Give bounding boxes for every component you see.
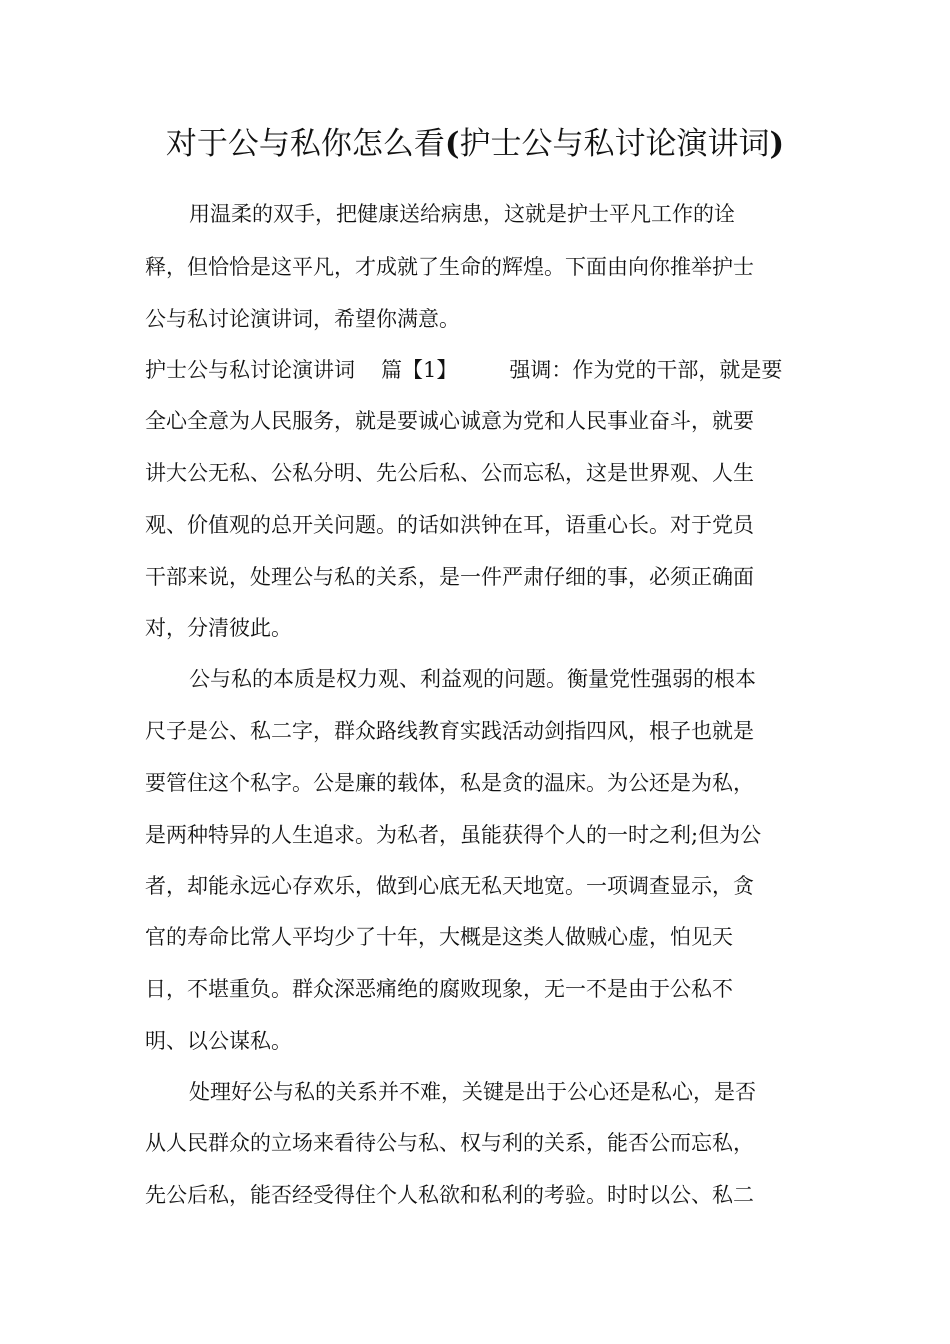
paragraph-1-line-2: 释，但恰恰是这平凡，才成就了生命的辉煌。下面由向你推举护士 [145, 255, 754, 279]
paragraph-3-line-3: 要管住这个私字。公是廉的载体，私是贪的温床。为公还是为私， [145, 771, 754, 795]
paragraph-3-line-6: 官的寿命比常人平均少了十年，大概是这类人做贼心虚，怕见天 [145, 925, 733, 949]
paragraph-2-line-1: 强调：作为党的干部，就是要 [509, 358, 783, 382]
title-prefix: 对于公与私你怎么看 [165, 126, 445, 162]
paragraph-2-line-6: 对，分清彼此。 [145, 616, 292, 640]
paragraph-1-line-1: 用温柔的双手，把健康送给病患，这就是护士平凡工作的诠 [189, 202, 735, 226]
section-number: 篇【1】 [381, 358, 458, 382]
paragraph-2-line-5: 干部来说，处理公与私的关系，是一件严肃仔细的事，必须正确面 [145, 565, 754, 589]
paragraph-4-line-3: 先公后私，能否经受得住个人私欲和私利的考验。时时以公、私二 [145, 1183, 754, 1207]
paragraph-3-line-5: 者，却能永远心存欢乐，做到心底无私天地宽。一项调查显示，贪 [145, 874, 754, 898]
paragraph-2-line-2: 全心全意为人民服务，就是要诚心诚意为党和人民事业奋斗，就要 [145, 409, 754, 433]
paragraph-3-line-8: 明、以公谋私。 [145, 1029, 292, 1053]
section-heading-line [145, 355, 782, 385]
paragraph-1-line-3: 公与私讨论演讲词，希望你满意。 [145, 307, 460, 331]
paragraph-4-line-2: 从人民群众的立场来看待公与私、权与利的关系，能否公而忘私， [145, 1131, 754, 1155]
paragraph-3-line-7: 日，不堪重负。群众深恶痛绝的腐败现象，无一不是由于公私不 [145, 977, 733, 1001]
section-heading: 护士公与私讨论演讲词 [145, 358, 355, 382]
paragraph-2-line-4: 观、价值观的总开关问题。的话如洪钟在耳，语重心长。对于党员 [145, 513, 754, 537]
title-close-paren: ) [769, 126, 785, 162]
document-title [0, 122, 950, 166]
paragraph-3-line-4: 是两种特异的人生追求。为私者，虽能获得个人的一时之利;但为公 [145, 823, 762, 847]
title-open-paren: ( [444, 126, 460, 162]
paragraph-3-line-1: 公与私的本质是权力观、利益观的问题。衡量党性强弱的根本 [189, 667, 756, 691]
title-main: 护士公与私讨论演讲词 [459, 126, 770, 162]
paragraph-4-line-1: 处理好公与私的关系并不难，关键是出于公心还是私心，是否 [189, 1080, 756, 1104]
paragraph-2-line-3: 讲大公无私、公私分明、先公后私、公而忘私，这是世界观、人生 [145, 461, 754, 485]
paragraph-3-line-2: 尺子是公、私二字，群众路线教育实践活动剑指四风，根子也就是 [145, 719, 754, 743]
